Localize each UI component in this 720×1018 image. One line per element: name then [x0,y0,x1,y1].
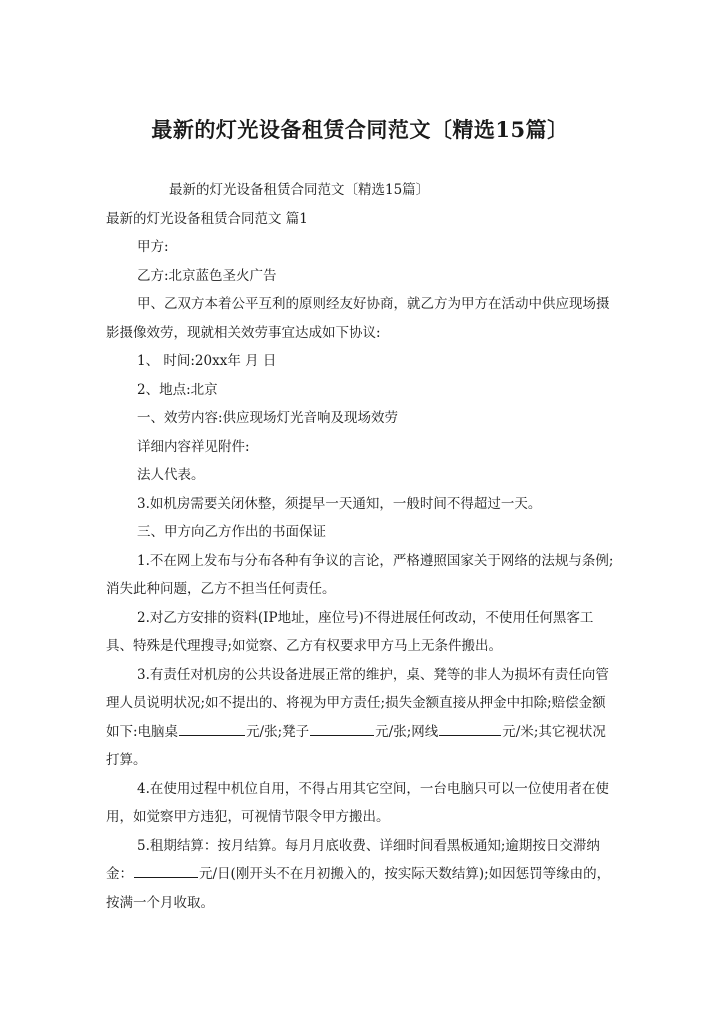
item-time: 1、 时间:20xx年 月 日 [137,353,277,369]
intro-paragraph: 甲、乙双方本着公平互利的原则经友好协商，就乙方为甲方在活动中供应现场摄影摄像效劳，现就相关效劳事宜达成如下协议: [106,296,610,341]
fill-blank-desk-price [179,720,245,736]
party-a-line: 甲方: [137,239,169,255]
guarantee-4: 4.在使用过程中机位自用，不得占用其它空间，一台电脑只可以一位使用者在使用，如觉察甲方违犯，可视情节限令甲方搬出。 [106,780,609,825]
item-place: 2、地点:北京 [137,381,218,398]
guarantee-3 [106,661,618,775]
guarantee-2: 2.对乙方安排的资料(IP地址，座位号)不得进展任何改动，不使用任何黑客工具、特殊是代理搜寻;如觉察、乙方有权要求甲方马上无条件搬出。 [106,609,594,654]
fill-blank-stool-price [310,720,374,736]
document-subtitle: 最新的灯光设备租赁合同范文〔精选15篇〕 [169,182,430,198]
clause-machine-room-closure: 3.如机房需要关闭休整，须提早一天通知，一般时间不得超过一天。 [137,495,542,512]
guarantee-3-text-a: 3.有责任对机房的公共设备进展正常的维护，桌、凳等的非人为损坏有责任向管理人员说明状况;如不提出的、将视为甲方责任;损失金额直接从押金中扣除;赔偿金额如下:电脑桌 [106,666,609,740]
document-title: 最新的灯光设备租赁合同范文〔精选15篇〕 [151,117,569,142]
guarantee-1: 1.不在网上发布与分布各种有争议的言论，严格遵照国家关于网络的法规与条例;消失此种问题，乙方不担当任何责任。 [106,552,614,597]
details-line: 详细内容祥见附件: [137,438,250,455]
section-heading: 最新的灯光设备租赁合同范文 篇1 [106,210,308,227]
guarantee-5-text-b: 元/日(刚开头不在月初搬入的，按实际天数结算);如因惩罚等缘由的，按满一个月收取。 [106,866,611,911]
document-body [106,176,618,917]
guarantee-3-text-c: 元/张;网线 [375,723,439,740]
guarantee-5 [106,832,618,918]
guarantee-3-text-d: 元/米;其它视状况打算。 [106,723,606,768]
party-b-line: 乙方:北京蓝色圣火广告 [137,267,277,284]
fill-blank-cable-price [439,720,501,736]
section-three-heading: 三、甲方向乙方作出的书面保证 [137,524,326,540]
fill-blank-late-fee [134,862,198,878]
guarantee-3-text-b: 元/张;凳子 [246,723,310,740]
service-content: 一、效劳内容:供应现场灯光音响及现场效劳 [137,410,399,426]
legal-representative: 法人代表。 [137,467,205,483]
guarantee-5-text-a: 5.租期结算：按月结算。每月月底收费、详细时间看黑板通知;逾期按日交滞纳金： [106,837,600,882]
